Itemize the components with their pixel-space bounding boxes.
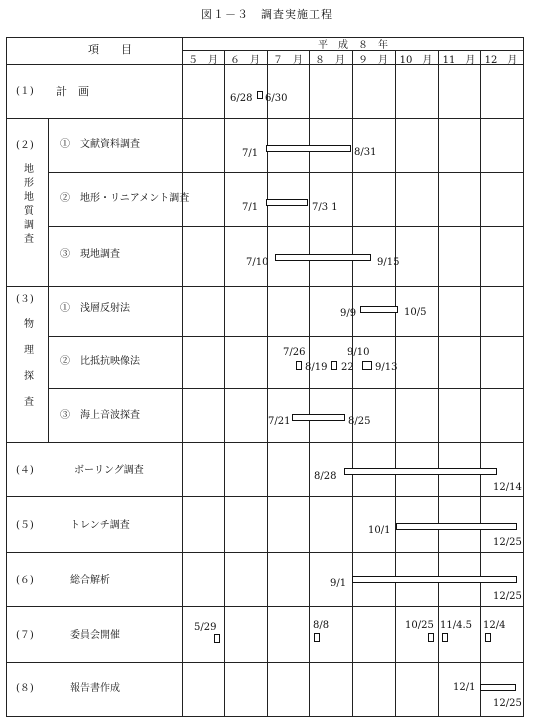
row6-number: (６) <box>16 575 34 586</box>
group-char: 質 <box>24 206 34 217</box>
row5-start-date: 10/1 <box>368 525 391 536</box>
month-nov: 11 月 <box>442 55 476 66</box>
row6-start-date: 9/1 <box>330 578 347 589</box>
row7-date-1025: 10/25 <box>405 620 434 631</box>
row3-group-label <box>22 312 36 416</box>
group-char: 形 <box>24 178 34 189</box>
group-subdivider <box>48 118 49 286</box>
group-char: 地 <box>24 192 34 203</box>
group-char: 査 <box>24 397 34 408</box>
item-column-divider <box>182 37 183 717</box>
row8-start-date: 12/1 <box>453 682 476 693</box>
row4-start-date: 8/28 <box>314 471 337 482</box>
row5-bar <box>396 523 517 530</box>
row3b-date-22: 22 <box>341 362 354 373</box>
month-line <box>395 50 396 717</box>
row3c-label: ③ 海上音波探査 <box>60 410 140 421</box>
month-oct: 10 月 <box>399 55 433 66</box>
row7-meeting-3 <box>428 633 434 642</box>
row2c-end-date: 9/15 <box>377 257 400 268</box>
row-line <box>48 336 524 337</box>
row3-number: (３) <box>16 294 34 305</box>
row3b-date-726: 7/26 <box>283 347 306 358</box>
row3a-start-date: 9/9 <box>340 308 357 319</box>
month-dec: 12 月 <box>484 55 518 66</box>
row2b-end-date: 7/3 1 <box>312 202 338 213</box>
row3c-end-date: 8/25 <box>348 416 371 427</box>
row7-date-88: 8/8 <box>313 620 330 631</box>
row3b-bar-3 <box>362 361 372 370</box>
month-line <box>224 50 225 717</box>
group-char: 理 <box>24 345 34 356</box>
row3b-label: ② 比抵抗映像法 <box>60 356 140 367</box>
row7-meeting-1 <box>214 634 220 643</box>
row6-bar <box>352 576 517 583</box>
row2c-label: ③ 現地調査 <box>60 249 120 260</box>
group-char: 調 <box>24 220 34 231</box>
row3a-end-date: 10/5 <box>404 307 427 318</box>
figure-title: 図１－３ 調査実施工程 <box>201 8 333 21</box>
row-line <box>48 388 524 389</box>
group-char: 地 <box>24 164 34 175</box>
row7-meeting-5 <box>485 633 491 642</box>
month-line <box>438 50 439 717</box>
row2c-bar <box>275 254 371 261</box>
month-aug: ８ 月 <box>315 55 345 66</box>
row3b-date-910: 9/10 <box>347 347 370 358</box>
row3a-bar <box>360 306 398 313</box>
row6-label: 総合解析 <box>70 575 110 586</box>
row8-number: (８) <box>16 683 34 694</box>
row2a-end-date: 8/31 <box>354 147 377 158</box>
row3a-label: ① 浅層反射法 <box>60 303 130 314</box>
row7-date-529: 5/29 <box>194 622 217 633</box>
row4-number: (４) <box>16 465 34 476</box>
row4-label: ボーリング調査 <box>74 465 144 476</box>
group-char: 査 <box>24 234 34 245</box>
row2a-label: ① 文献資料調査 <box>60 139 140 150</box>
month-line <box>480 50 481 717</box>
row2b-label: ② 地形・リニアメント調査 <box>60 193 190 204</box>
row7-date-1145: 11/4.5 <box>440 620 472 631</box>
row-line <box>48 172 524 173</box>
row7-label: 委員会開催 <box>70 630 120 641</box>
year-header: 平 成 ８ 年 <box>318 40 388 51</box>
row5-end-date: 12/25 <box>493 537 522 548</box>
row3c-start-date: 7/21 <box>268 416 291 427</box>
month-jun: ６ 月 <box>230 55 260 66</box>
group-subdivider <box>48 286 49 442</box>
row3b-bar-2 <box>331 361 337 370</box>
group-char: 物 <box>24 319 34 330</box>
row-line <box>6 552 524 553</box>
row2a-bar <box>266 145 351 152</box>
month-jul: ７ 月 <box>273 55 303 66</box>
row-line <box>6 496 524 497</box>
row-line <box>6 606 524 607</box>
row5-label: トレンチ調査 <box>70 520 130 531</box>
group-char: 探 <box>24 371 34 382</box>
row8-label: 報告書作成 <box>70 683 120 694</box>
row-line <box>6 662 524 663</box>
row7-meeting-4 <box>442 633 448 642</box>
row2b-start-date: 7/1 <box>242 202 259 213</box>
row-line <box>48 226 524 227</box>
row2c-start-date: 7/10 <box>246 257 269 268</box>
row8-end-date: 12/25 <box>493 698 522 709</box>
row2a-start-date: 7/1 <box>242 148 259 159</box>
month-sep: ９ 月 <box>358 55 388 66</box>
row2-number: (２) <box>16 140 34 151</box>
item-column-header: 項 目 <box>88 43 132 56</box>
row1-end-date: 6/30 <box>265 93 288 104</box>
row-line <box>6 442 524 443</box>
row5-number: (５) <box>16 520 34 531</box>
row1-number: (１) <box>16 86 34 97</box>
month-may: ５ 月 <box>188 55 218 66</box>
row4-end-date: 12/14 <box>493 482 522 493</box>
row3c-bar <box>292 414 345 421</box>
row6-end-date: 12/25 <box>493 591 522 602</box>
row7-meeting-2 <box>314 633 320 642</box>
month-line <box>352 50 353 717</box>
row2b-bar <box>266 199 308 206</box>
row7-number: (７) <box>16 630 34 641</box>
row8-bar <box>480 684 516 691</box>
row7-date-124: 12/4 <box>483 620 506 631</box>
row-line <box>6 286 524 287</box>
row1-start-date: 6/28 <box>230 93 253 104</box>
row1-label: 計 画 <box>56 85 89 98</box>
row3b-date-819: 8/19 <box>305 362 328 373</box>
row2-group-label <box>22 163 36 247</box>
row3b-date-913: 9/13 <box>375 362 398 373</box>
row3b-bar-1 <box>296 361 302 370</box>
row4-bar <box>344 468 497 475</box>
row1-bar <box>257 91 263 99</box>
row-line <box>6 118 524 119</box>
